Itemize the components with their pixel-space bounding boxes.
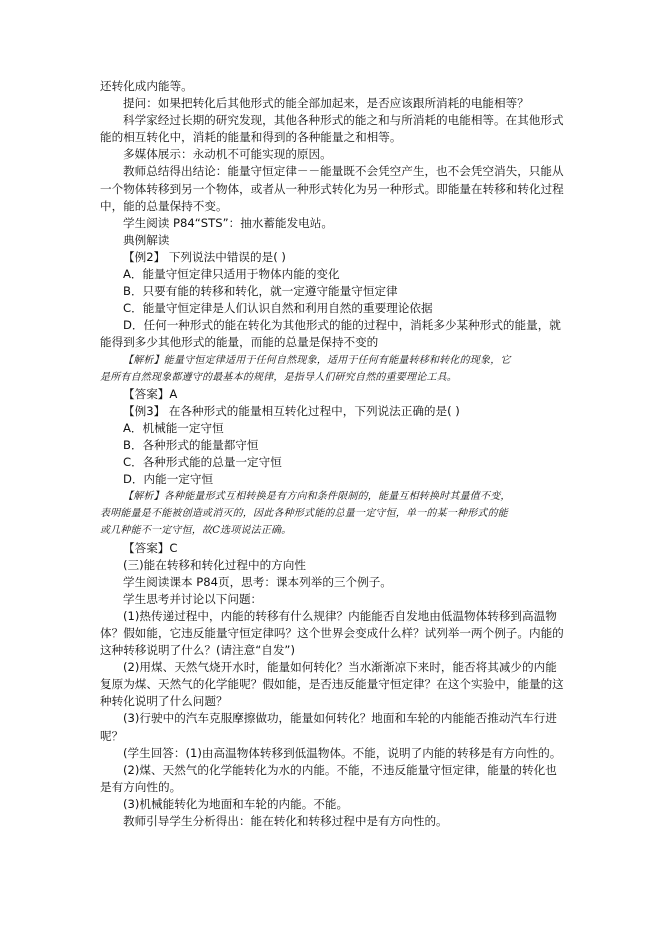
text-line: D．任何一种形式的能在转化为其他形式的能的过程中，消耗多少某种形式的能量，就 <box>123 318 561 333</box>
text-line: B．各种形式的能量都守恒 <box>123 437 259 452</box>
text-line: (学生回答：(1)由高温物体转移到低温物体。不能，说明了内能的转移是有方向性的。 <box>123 745 562 760</box>
text-line: 学生阅读课本 P84页，思考：课本列举的三个例子。 <box>123 574 392 589</box>
text-line: B．只要有能的转移和转化，就一定遵守能量守恒定律 <box>123 284 398 299</box>
text-line: C．各种形式能的总量一定守恒 <box>123 455 282 470</box>
text-line: 多媒体展示：永动机不可能实现的原因。 <box>123 147 332 162</box>
text-line: 是有方向性的。 <box>100 779 182 794</box>
text-line: 教师引导学生分析得出：能在转化和转移过程中是有方向性的。 <box>123 814 448 829</box>
text-line: C．能量守恒定律是人们认识自然和利用自然的重要理论依据 <box>123 301 433 316</box>
analysis-line: 【解析】能量守恒定律适用于任何自然现象，适用于任何有能量转移和转化的现象，它 <box>123 354 511 366</box>
text-line: (1)热传递过程中，内能的转移有什么规律？内能能否自发地由低温物体转移到高温物 <box>123 608 557 623</box>
text-line: 教师总结得出结论：能量守恒定律－－能量既不会凭空产生，也不会凭空消失，只能从 <box>123 164 564 179</box>
text-line: 能得到多少其他形式的能量，而能的总量是保持不变的 <box>100 335 379 350</box>
text-line: (2)煤、天然气的化学能转化为水的内能。不能，不违反能量守恒定律，能量的转化也 <box>123 762 557 777</box>
text-line: D．内能一定守恒 <box>123 472 214 487</box>
text-line: 中，能的总量保持不变。 <box>100 198 228 213</box>
text-line: (3)行驶中的汽车克服摩擦做功，能量如何转化？地面和车轮的内能能否推动汽车行进 <box>123 711 557 726</box>
text-line: 典例解读 <box>123 232 170 247</box>
text-line: 【答案】A <box>123 386 178 401</box>
text-line: 能的相互转化中，消耗的能量和得到的各种能量之和相等。 <box>100 130 402 145</box>
text-line: 复原为煤、天然气的化学能呢？假如能，是否违反能量守恒定律？在这个实验中，能量的这 <box>100 677 564 692</box>
text-line: 呢？ <box>100 728 124 743</box>
text-line: (3)机械能转化为地面和车轮的内能。不能。 <box>123 796 349 811</box>
analysis-line: 表明能量是不能被创造或消灭的，因此各种形式能的总量一定守恒，单一的某一种形式的能 <box>100 508 508 520</box>
text-line: 一个物体转移到另一个物体，或者从一种形式转化为另一种形式。即能量在转移和转化过程 <box>100 181 564 196</box>
analysis-line: 【解析】各种能量形式互相转换是有方向和条件限制的，能量互相转换时其量值不变， <box>123 491 511 503</box>
analysis-line: 是所有自然现象都遵守的最基本的规律，是指导人们研究自然的重要理论工具。 <box>100 371 457 383</box>
text-line: (三)能在转移和转化过程中的方向性 <box>123 557 306 572</box>
text-line: (2)用煤、天然气烧开水时，能量如何转化？当水渐渐凉下来时，能否将其减少的内能 <box>123 660 557 675</box>
text-line: A．机械能一定守恒 <box>123 420 224 435</box>
text-line: 【例2】 下列说法中错误的是( ) <box>123 249 286 264</box>
text-line: 种转化说明了什么问题？ <box>100 694 228 709</box>
text-line: 科学家经过长期的研究发现，其他各种形式的能之和与所消耗的电能相等。在其他形式 <box>123 113 564 128</box>
text-line: 还转化成内能等。 <box>100 79 193 93</box>
text-line: 学生思考并讨论以下问题： <box>123 591 263 606</box>
document-page <box>100 78 566 830</box>
analysis-line: 或几种能不一定守恒，故C选项说法正确。 <box>100 525 292 537</box>
text-line: 【答案】C <box>123 540 178 555</box>
text-line: 提问：如果把转化后其他形式的能全部加起来，是否应该跟所消耗的电能相等？ <box>123 96 529 111</box>
text-line: 【例3】 在各种形式的能量相互转化过程中，下列说法正确的是( ) <box>123 403 460 418</box>
text-line: A．能量守恒定律只适用于物体内能的变化 <box>123 267 340 282</box>
text-line: 学生阅读 P84“STS”：抽水蓄能发电站。 <box>123 215 333 230</box>
text-line: 这种转移说明了什么？(请注意“自发”) <box>100 643 295 658</box>
text-line: 体？假如能，它违反能量守恒定律吗？这个世界会变成什么样？试列举一两个例子。内能的 <box>100 626 564 640</box>
